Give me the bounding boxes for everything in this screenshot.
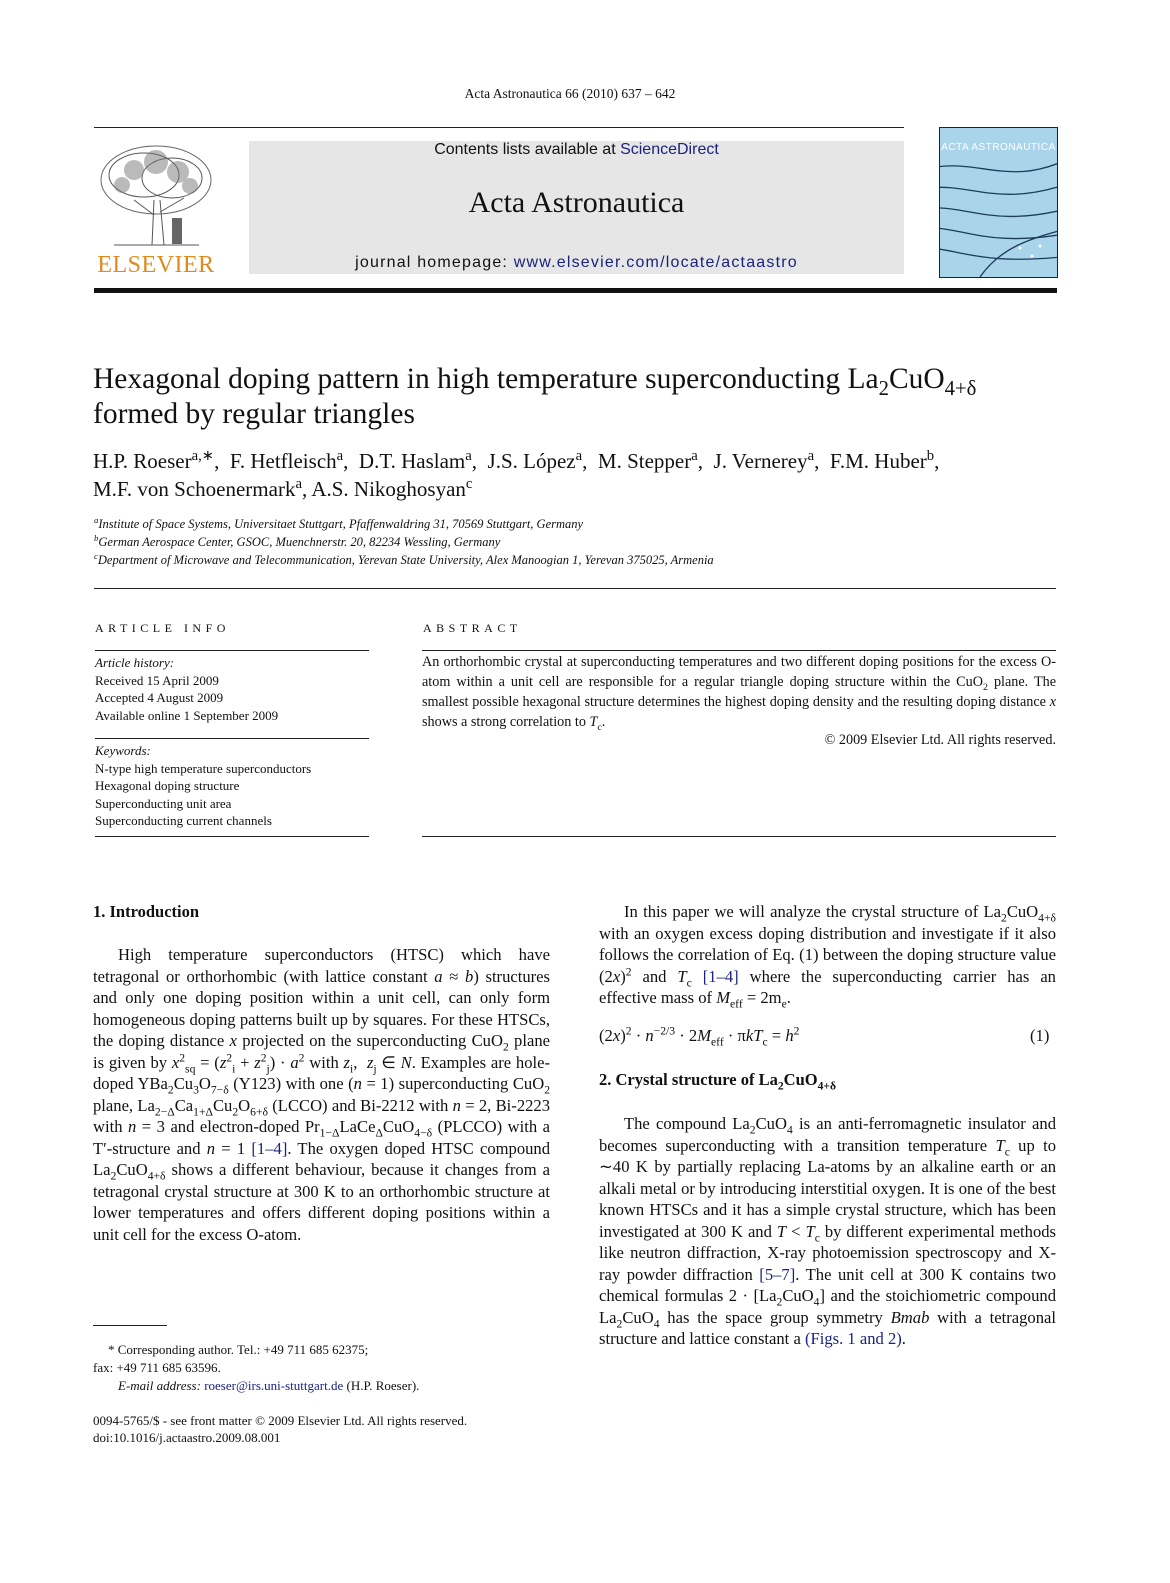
history-label: Article history: <box>95 655 175 670</box>
affiliation-b: $^b$German Aerospace Center, GSOC, Muenchnerstr. 20, 82234 Wessling, Germany <box>94 532 501 549</box>
header-rule <box>94 127 904 128</box>
equation-number: (1) <box>1030 1026 1050 1045</box>
keyword: Hexagonal doping structure <box>95 778 240 794</box>
affiliation-rule <box>94 588 1056 589</box>
title-line2: formed by regular triangles <box>93 398 415 430</box>
contents-prefix: Contents lists available at <box>434 141 621 158</box>
abstract-copyright: © 2009 Elsevier Ltd. All rights reserved. <box>824 732 1056 748</box>
article-history <box>95 654 278 724</box>
title-line1: Hexagonal doping pattern in high temperature superconducting La <box>93 363 879 395</box>
cover-title: ACTA ASTRONAUTICA <box>941 142 1056 153</box>
article-info-heading: ARTICLE INFO <box>95 621 230 635</box>
section-1-heading: 1. Introduction <box>93 902 200 921</box>
homepage-line <box>249 254 904 272</box>
doi[interactable]: doi:10.1016/j.actaastro.2009.08.001 <box>93 1430 281 1445</box>
footnote-corresponding: * Corresponding author. Tel.: +49 711 685 62375; <box>108 1342 369 1357</box>
article-title: Hexagonal doping pattern in high temperature superconducting $La_2CuO_{4+\delta}$ formed by regular triangles <box>93 363 977 430</box>
homepage-link[interactable]: www.elsevier.com/locate/actaastro <box>513 254 798 271</box>
keywords-rule <box>95 738 369 739</box>
right-intro-paragraph: In this paper we will analyze the crystal structure of $La_2CuO_{4+\delta}$ with an oxygen excess doping distribution and investigate if it also follows the correlation of Eq. (1) between the doping structure value $(2x)^2$ and $T_c$ [1–4] where the superconducting carrier has an effective mass of $M_{eff} = 2m_e$. <box>599 902 1056 1011</box>
section-2-heading: 2. Crystal structure of $La_2CuO_{4+\delta}$ <box>599 1070 836 1093</box>
equation-1: $(2x)^2 \cdot n^{-2/3} \cdot 2M_{eff} \cdot \pi kT_c = h^2$ <box>599 1024 800 1049</box>
affiliation-a: $^a$Institute of Space Systems, Universitaet Stuttgart, Pfaffenwaldring 31, 70569 Stuttgart, Germany <box>94 514 584 531</box>
article-info-rule <box>95 650 369 651</box>
article-info-bottom-rule <box>95 836 369 837</box>
keywords-label: Keywords: <box>95 743 151 758</box>
affiliation-c: $^c$Department of Microwave and Telecommunication, Yerevan State University, Alex Manoogian 1, Yerevan 375025, Armenia <box>94 550 714 567</box>
crystal-paragraph: The compound $La_2CuO_4$ is an anti-ferromagnetic insulator and becomes superconducting with a transition temperature $T_c$ up to ∼40 K by partially replacing La-atoms by an alkaline earth or an alkali metal or by introducing interstitial oxygen. It is one of the best known HTSCs and it has a simple crystal structure, which has been investigated at 300 K and $T < T_c$ by different experimental methods like neutron diffraction, X-ray photoemission spectroscopy and X-ray powder diffraction [5–7]. The unit cell at 300 K contains two chemical formulas $2 \cdot [La_2CuO_4]$ and the stoichiometric compound $La_2CuO_4$ has the space group symmetry Bmab with a tetragonal structure and lattice constant a (Figs. 1 and 2). <box>599 1114 1057 1348</box>
author-schoenermark: M.F. von Schoenermark <box>93 477 296 501</box>
author-list: H.P. Roeser$^{a,∗}$, F. Hetfleisch$^a$, D.T. Haslam$^a$, J.S. López$^a$, M. Stepper$^a$, J. Vernerey$^a$, F.M. Huber$^b$, M.F. von Schoenermark$^a$, A.S. Nikoghosyan$^c$ <box>93 448 940 501</box>
elsevier-wordmark: ELSEVIER <box>97 252 215 278</box>
intro-paragraph: High temperature superconductors (HTSC) which have tetragonal or orthorhombic (with lattice constant a ≈ b) structures and only one doping position within a unit cell, can only form homogeneous doping patterns built up by squares. For these HTSCs, the doping distance x projected on the superconducting CuO$_2$ plane is given by $x^2_{sq} = (z^2_i + z^2_j) \cdot a^2$ with $z_i$, $z_j$ ∈ N. Examples are hole-doped $YBa_2Cu_3O_{7-\delta}$ (Y123) with one (n = 1) superconducting CuO$_2$ plane, $La_{2-\Delta}Ca_{1+\Delta}Cu_2O_{6+\delta}$ (LCCO) and Bi-2212 with n = 2, Bi-2223 with n = 3 and electron-doped $Pr_{1-\Delta}LaCe_\Delta CuO_{4-\delta}$ (PLCCO) with a T′-structure and n = 1 [1–4]. The oxygen doped HTSC compound $La_2CuO_{4+\delta}$ shows a different behaviour, because it changes from a tetragonal crystal structure at 300 K to an orthorhombic structure at lower temperatures and offers different doping positions within a unit cell for the excess O-atom. <box>93 945 551 1244</box>
keyword: N-type high temperature superconductors <box>95 760 312 776</box>
journal-name: Acta Astronautica <box>468 186 685 219</box>
journal-cover-thumbnail <box>939 127 1058 278</box>
footnote-rule <box>93 1325 167 1326</box>
online-date: Available online 1 September 2009 <box>95 707 279 723</box>
accepted-date: Accepted 4 August 2009 <box>95 690 224 706</box>
keywords-block <box>95 742 311 830</box>
footnote-fax: fax: +49 711 685 63596. <box>93 1360 221 1375</box>
email-link[interactable]: roeser@irs.uni-stuttgart.de <box>204 1378 344 1393</box>
journal-citation: Acta Astronautica 66 (2010) 637 – 642 <box>464 86 676 101</box>
author-roeser: H.P. Roeser <box>93 449 192 473</box>
footnote-email: E-mail address: roeser@irs.uni-stuttgart.de (H.P. Roeser). <box>118 1378 420 1393</box>
abstract-rule <box>422 650 1056 651</box>
keyword: Superconducting current channels <box>95 813 272 829</box>
homepage-prefix: journal homepage: <box>355 254 514 271</box>
contents-line <box>249 141 904 159</box>
abstract-bottom-rule <box>422 836 1056 837</box>
keyword: Superconducting unit area <box>95 795 232 811</box>
front-matter: 0094-5765/$ - see front matter © 2009 Elsevier Ltd. All rights reserved. <box>93 1413 468 1428</box>
sciencedirect-link[interactable]: ScienceDirect <box>620 141 719 158</box>
received-date: Received 15 April 2009 <box>95 672 219 688</box>
header-thick-rule <box>94 288 1057 293</box>
abstract-heading: ABSTRACT <box>423 621 522 635</box>
abstract-text: An orthorhombic crystal at superconducting temperatures and two different doping positions for the excess O-atom within a unit cell are responsible for a regular triangle doping structure within the CuO$_2$ plane. The smallest possible hexagonal structure determines the highest doping density and the resulting doping distance x shows a strong correlation to $T_c$. <box>422 654 1056 733</box>
